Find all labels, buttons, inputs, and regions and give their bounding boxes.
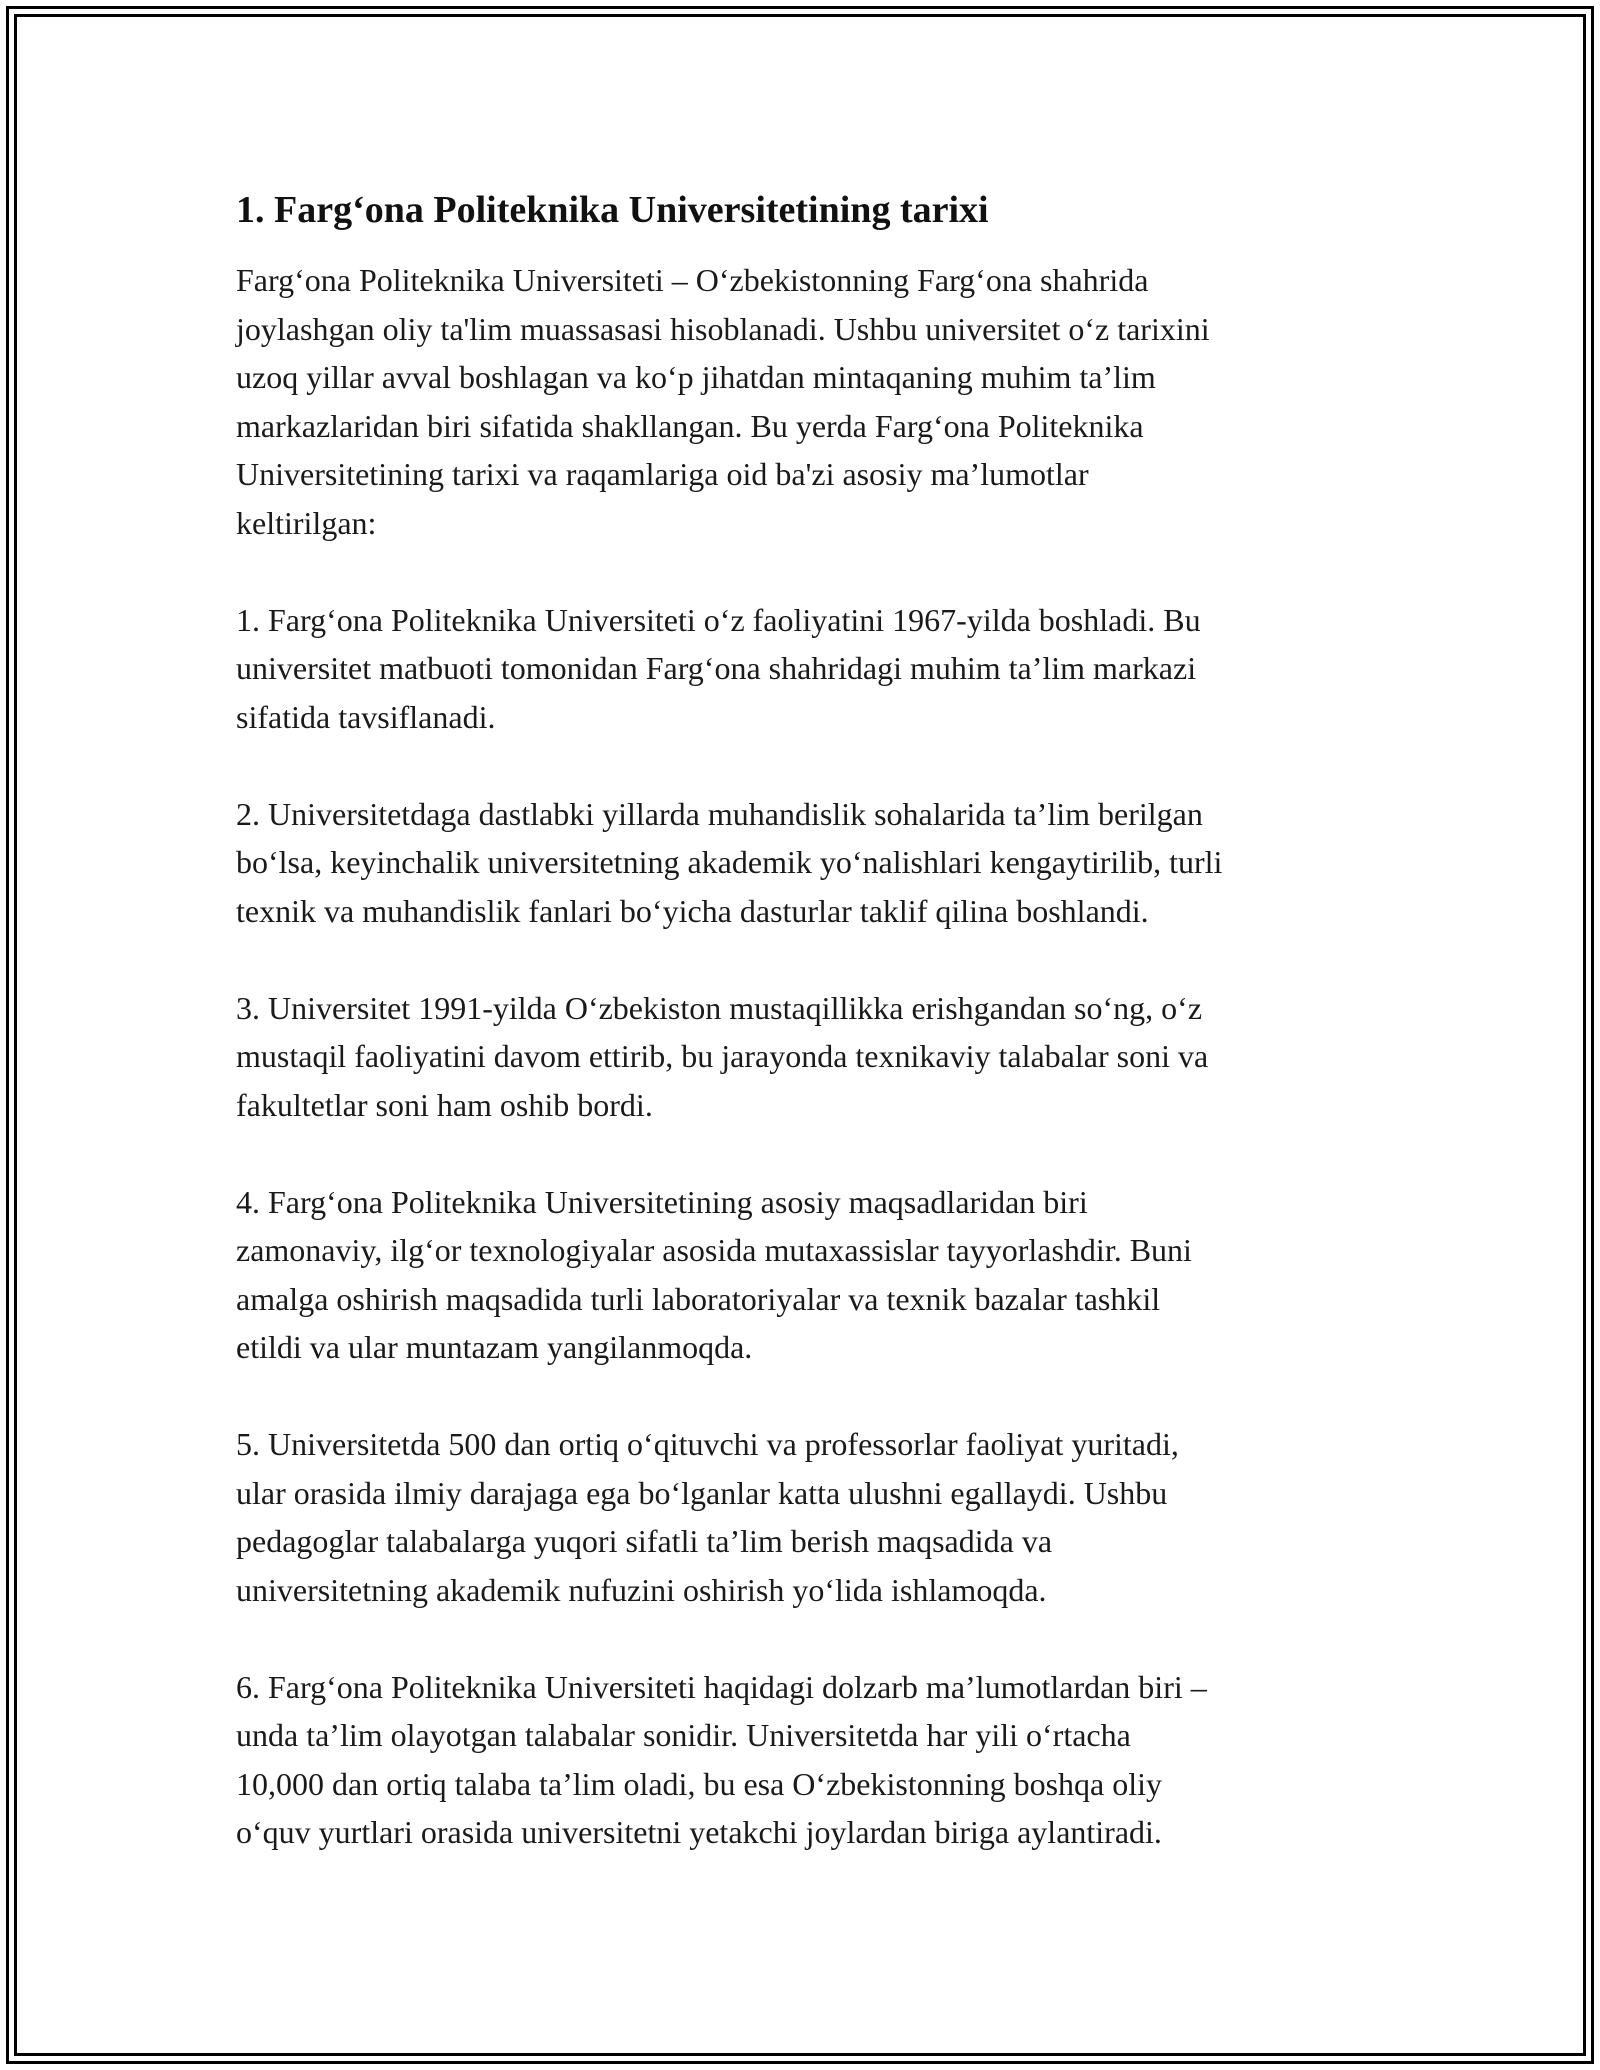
paragraph-line: Farg‘ona Politeknika Universiteti – O‘zbekistonning Farg‘ona shahrida	[236, 262, 1149, 298]
paragraph-line: amalga oshirish maqsadida turli laboratoriyalar va texnik bazalar tashkil	[236, 1280, 1161, 1317]
paragraph-line: uzoq yillar avval boshlagan va ko‘p jihatdan mintaqaning muhim ta’lim	[236, 359, 1156, 395]
document-title: 1. Farg‘ona Politeknika Universitetining tarixi	[236, 189, 989, 231]
paragraph-line: 4. Farg‘ona Politeknika Universitetining asosiy maqsadlaridan biri	[236, 1183, 1088, 1220]
paragraph-line: o‘quv yurtlari orasida universitetni yetakchi joylardan biriga aylantiradi.	[236, 1814, 1162, 1850]
item-paragraph-3	[236, 984, 1366, 1130]
paragraph-line: 10,000 dan ortiq talaba ta’lim oladi, bu esa O‘zbekistonning boshqa oliy	[236, 1765, 1163, 1802]
intro-paragraph	[236, 256, 1366, 547]
paragraph-line: ular orasida ilmiy darajaga ega bo‘lganlar katta ulushni egallaydi. Ushbu	[236, 1474, 1168, 1511]
paragraph-line: 1. Farg‘ona Politeknika Universiteti o‘z faoliyatini 1967-yilda boshladi. Bu	[236, 601, 1201, 638]
item-paragraph-6	[236, 1663, 1366, 1857]
paragraph-line: keltirilgan:	[236, 504, 377, 541]
paragraph-line: sifatida tavsiflanadi.	[236, 698, 496, 735]
paragraph-line: universitetning akademik nufuzini oshirish yo‘lida ishlamoqda.	[236, 1571, 1047, 1608]
paragraph-line: Universitetining tarixi va raqamlariga oid ba'zi asosiy ma’lumotlar	[236, 456, 1089, 492]
item-paragraph-5	[236, 1420, 1366, 1614]
item-paragraph-4	[236, 1178, 1366, 1372]
paragraph-line: texnik va muhandislik fanlari bo‘yicha dasturlar taklif qilina boshlandi.	[236, 892, 1149, 929]
paragraph-line: 3. Universitet 1991-yilda O‘zbekiston mustaqillikka erishgandan so‘ng, o‘z	[236, 989, 1203, 1026]
item-paragraph-2	[236, 790, 1366, 936]
paragraph-line: markazlaridan biri sifatida shakllangan. Bu yerda Farg‘ona Politeknika	[236, 407, 1144, 444]
paragraph-line: fakultetlar soni ham oshib bordi.	[236, 1086, 653, 1123]
paragraph-line: 6. Farg‘ona Politeknika Universiteti haqidagi dolzarb ma’lumotlardan biri –	[236, 1668, 1207, 1705]
paragraph-line: universitet matbuoti tomonidan Farg‘ona shahridagi muhim ta’lim markazi	[236, 650, 1197, 686]
item-paragraph-1	[236, 596, 1366, 742]
paragraph-line: mustaqil faoliyatini davom ettirib, bu jarayonda texnikaviy talabalar soni va	[236, 1038, 1209, 1074]
paragraph-line: zamonaviy, ilg‘or texnologiyalar asosida mutaxassislar tayyorlashdir. Buni	[236, 1232, 1192, 1268]
paragraph-line: 2. Universitetdaga dastlabki yillarda muhandislik sohalarida ta’lim berilgan	[236, 795, 1203, 832]
paragraph-line: pedagoglar talabalarga yuqori sifatli ta’lim berish maqsadida va	[236, 1523, 1053, 1559]
paragraph-line: unda ta’lim olayotgan talabalar sonidir. Universitetda har yili o‘rtacha	[236, 1717, 1131, 1753]
paragraph-line: bo‘lsa, keyinchalik universitetning akademik yo‘nalishlari kengaytirilib, turli	[236, 844, 1223, 880]
paragraph-line: joylashgan oliy ta'lim muassasasi hisoblanadi. Ushbu universitet o‘z tarixini	[236, 310, 1210, 347]
document-body	[236, 186, 1366, 1905]
paragraph-line: 5. Universitetda 500 dan ortiq o‘qituvchi va professorlar faoliyat yuritadi,	[236, 1426, 1179, 1462]
paragraph-line: etildi va ular muntazam yangilanmoqda.	[236, 1329, 753, 1365]
